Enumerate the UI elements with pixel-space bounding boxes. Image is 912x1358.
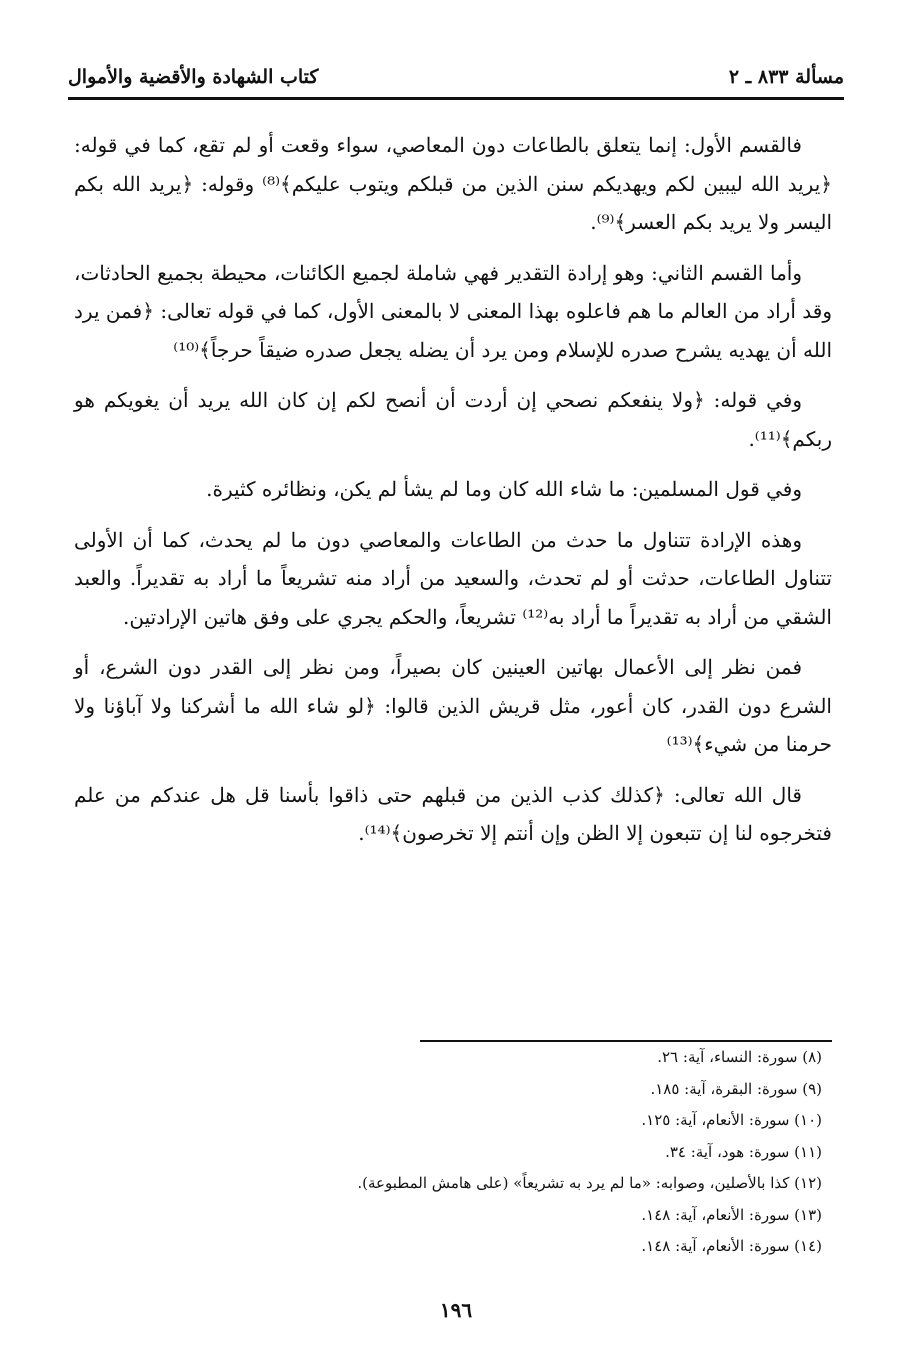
paragraph-quote-hud: وفي قوله: ﴿ولا ينفعكم نصحي إن أردت أن أنصح لكم إن كان الله يريد أن يغويكم هو ربكم﴾⁽¹¹⁾. xyxy=(74,388,832,451)
footnote-9: (٩) سورة: البقرة، آية: ١٨٥. xyxy=(650,1079,822,1098)
footnote-12: (١٢) كذا بالأصلين، وصوابه: «ما لم يرد به تشريعاً» (على هامش المطبوعة). xyxy=(357,1174,822,1192)
paragraph-will-scope: وهذه الإرادة تتناول ما حدث من الطاعات والمعاصي دون ما لم يحدث، كما أن الأولى تتناول الطاعات، حدثت أو لم تحدث، والسعيد من أراد منه تشريعاً ما أراد به تقديراً. والعبد الشقي من أراد به تقديراً ما أراد به⁽¹²⁾ تشريعاً، والحكم يجري على وفق هاتين الإرادتين. xyxy=(74,527,832,629)
main-text xyxy=(74,126,832,865)
paragraph-quote-anam: قال الله تعالى: ﴿كذلك كذب الذين من قبلهم حتى ذاقوا بأسنا قل هل عندكم من علم فتخرجوه لنا إن تتبعون إلا الظن وإن أنتم إلا تخرصون﴾⁽¹⁴⁾. xyxy=(74,782,832,845)
footnote-11: (١١) سورة: هود، آية: ٣٤. xyxy=(665,1142,822,1161)
paragraph-second-section: وأما القسم الثاني: وهو إرادة التقدير فهي شاملة لجميع الكائنات، محيطة بجميع الحادثات، وقد أراد من العالم ما هم فاعلوه بهذا المعنى لا بالمعنى الأول، كما في قوله تعالى: ﴿فمن يرد الله أن يهديه يشرح صدره للإسلام ومن يرد أن يضله يجعل صدره ضيقاً حرجاً﴾⁽¹⁰⁾ xyxy=(74,260,832,362)
footnotes xyxy=(74,1042,822,1263)
header-book-title: كتاب الشهادة والأقضية والأموال xyxy=(68,66,319,88)
footnote-10: (١٠) سورة: الأنعام، آية: ١٢٥. xyxy=(641,1111,822,1129)
header-issue-number: مسألة ٨٣٣ ـ ٢ xyxy=(728,66,844,88)
footnote-13: (١٣) سورة: الأنعام، آية: ١٤٨. xyxy=(641,1205,822,1224)
paragraph-muslims-saying: وفي قول المسلمين: ما شاء الله كان وما لم يشأ لم يكن، ونظائره كثيرة. xyxy=(206,477,802,501)
footnote-8: (٨) سورة: النساء، آية: ٢٦. xyxy=(657,1048,822,1066)
paragraph-two-eyes: فمن نظر إلى الأعمال بهاتين العينين كان بصيراً، ومن نظر إلى القدر دون الشرع، أو الشرع دون القدر، كان أعور، مثل قريش الذين قالوا: ﴿لو شاء الله ما أشركنا ولا آباؤنا ولا حرمنا من شيء﴾⁽¹³⁾ xyxy=(74,655,832,756)
page-number: ١٩٦ xyxy=(439,1298,473,1322)
running-header xyxy=(68,60,844,94)
header-divider xyxy=(68,97,844,100)
paragraph-first-section: فالقسم الأول: إنما يتعلق بالطاعات دون المعاصي، سواء وقعت أو لم تقع، كما في قوله: ﴿يريد الله ليبين لكم ويهديكم سنن الذين من قبلكم ويتوب عليكم﴾⁽⁸⁾ وقوله: ﴿يريد الله بكم اليسر ولا يريد بكم العسر﴾⁽⁹⁾. xyxy=(74,133,833,234)
footnote-14: (١٤) سورة: الأنعام، آية: ١٤٨. xyxy=(641,1237,822,1255)
